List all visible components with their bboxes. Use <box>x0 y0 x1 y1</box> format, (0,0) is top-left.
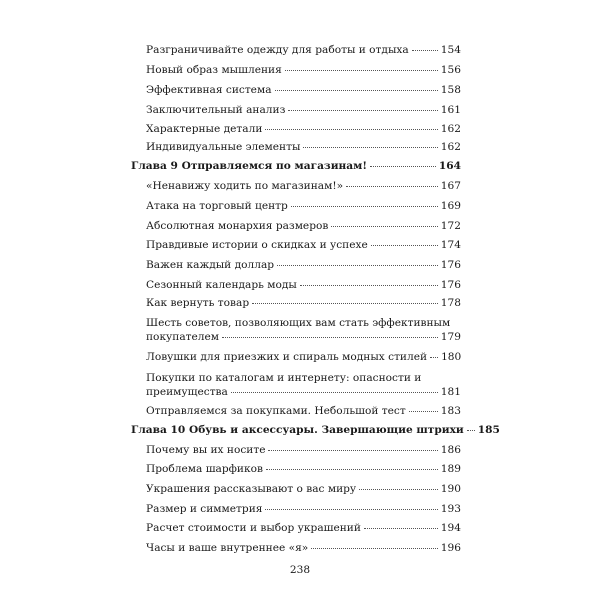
toc-entry-title: покупателем <box>146 331 220 343</box>
toc-entry <box>146 179 461 193</box>
toc-entry-page: 156 <box>440 64 461 76</box>
dot-leader <box>252 303 438 304</box>
toc-entry-title: Новый образ мышления <box>146 64 282 76</box>
toc-entry-title-line1: Покупки по каталогам и интернету: опасности и <box>146 372 422 384</box>
dot-leader <box>359 489 438 490</box>
toc-entry-title: Почему вы их носите <box>146 444 266 456</box>
dot-leader <box>285 70 438 71</box>
toc-entry <box>146 83 461 97</box>
dot-leader <box>364 528 438 529</box>
toc-chapter-page: 164 <box>438 160 461 172</box>
toc-entry-page: 190 <box>440 483 461 495</box>
toc-entry-page: 183 <box>440 405 461 417</box>
toc-entry-title: Абсолютная монархия размеров <box>146 220 329 232</box>
dot-leader <box>409 411 438 412</box>
toc-entry-title: Разграничивайте одежду для работы и отдыха <box>146 44 409 56</box>
toc-entry <box>146 63 461 77</box>
toc-entry <box>146 541 461 555</box>
dot-leader <box>303 147 437 148</box>
toc-entry-page: 193 <box>440 503 461 515</box>
toc-entry <box>146 278 461 292</box>
toc-entry <box>146 404 461 418</box>
toc-chapter <box>131 159 461 173</box>
dot-leader <box>430 357 438 358</box>
toc-entry <box>146 238 461 252</box>
toc-entry-page: 176 <box>440 259 461 271</box>
toc-entry-title: Отправляемся за покупками. Небольшой тест <box>146 405 406 417</box>
toc-entry-title: Характерные детали <box>146 123 263 135</box>
toc-entry-page: 186 <box>440 444 461 456</box>
dot-leader <box>265 129 437 130</box>
toc-entry-page: 178 <box>440 297 461 309</box>
toc-entry-title: Проблема шарфиков <box>146 463 263 475</box>
toc-entry-title: Расчет стоимости и выбор украшений <box>146 522 361 534</box>
toc-entry-page: 174 <box>440 239 461 251</box>
dot-leader <box>231 392 438 393</box>
toc-entry-title: Как вернуть товар <box>146 297 250 309</box>
toc-entry <box>146 258 461 272</box>
page-number: 238 <box>289 564 311 576</box>
toc-entry <box>146 350 461 364</box>
toc-entry <box>146 199 461 213</box>
dot-leader <box>222 337 438 338</box>
toc-entry-page: 154 <box>440 44 461 56</box>
toc-entry-title: Заключительный анализ <box>146 104 286 116</box>
toc-entry <box>146 219 461 233</box>
toc-entry-title: Размер и симметрия <box>146 503 263 515</box>
toc-entry-title: Украшения рассказывают о вас миру <box>146 483 357 495</box>
toc-entry-page: 181 <box>440 386 461 398</box>
toc-entry-title: преимущества <box>146 386 228 398</box>
dot-leader <box>277 265 438 266</box>
dot-leader <box>370 166 436 167</box>
toc-entry <box>146 462 461 476</box>
dot-leader <box>275 90 438 91</box>
dot-leader <box>291 206 438 207</box>
toc-entry-title: Эффективная система <box>146 84 272 96</box>
toc-entry-title: Атака на торговый центр <box>146 200 288 212</box>
toc-entry-title-line1: Шесть советов, позволяющих вам стать эффективным <box>146 317 451 329</box>
toc-entry-page: 161 <box>440 104 461 116</box>
toc-entry-page: 196 <box>440 542 461 554</box>
toc-entry <box>146 296 461 310</box>
toc-entry <box>146 443 461 457</box>
toc-entry-title: Ловушки для приезжих и спираль модных стилей <box>146 351 428 363</box>
toc-entry-title: Важен каждый доллар <box>146 259 275 271</box>
dot-leader <box>266 469 438 470</box>
toc-entry <box>146 140 461 154</box>
toc-entry-title: Индивидуальные элементы <box>146 141 301 153</box>
toc-entry-title: «Ненавижу ходить по магазинам!» <box>146 180 344 192</box>
toc-entry-page: 179 <box>440 331 461 343</box>
dot-leader <box>371 245 438 246</box>
toc-entry-page: 169 <box>440 200 461 212</box>
toc-entry-page: 167 <box>440 180 461 192</box>
toc-entry-title: Сезонный календарь моды <box>146 279 297 291</box>
toc-entry <box>146 103 461 117</box>
dot-leader <box>311 548 437 549</box>
toc-chapter-title: Глава 9 Отправляемся по магазинам! <box>131 160 368 172</box>
toc-entry-page: 194 <box>440 522 461 534</box>
dot-leader <box>268 450 437 451</box>
toc-entry-page: 162 <box>440 123 461 135</box>
toc-entry-title: Правдивые истории о скидках и успехе <box>146 239 368 251</box>
toc-chapter-title: Глава 10 Обувь и аксессуары. Завершающие штрихи <box>131 424 464 436</box>
toc-entry-page: 180 <box>441 351 462 363</box>
toc-entry <box>146 482 461 496</box>
toc-entry <box>146 521 461 535</box>
toc-entry <box>146 371 461 399</box>
toc-entry-page: 172 <box>440 220 461 232</box>
toc-entry-page: 158 <box>440 84 461 96</box>
toc-entry-title: Часы и ваше внутреннее «я» <box>146 542 309 554</box>
dot-leader <box>288 110 437 111</box>
dot-leader <box>346 186 438 187</box>
toc-entry <box>146 502 461 516</box>
toc-chapter <box>131 423 500 437</box>
toc-entry-page: 176 <box>440 279 461 291</box>
toc-entry-page: 189 <box>440 463 461 475</box>
dot-leader <box>265 509 437 510</box>
toc-chapter-page: 185 <box>477 424 500 436</box>
dot-leader <box>300 285 438 286</box>
toc-entry <box>146 122 461 136</box>
toc-entry <box>146 316 461 344</box>
dot-leader <box>331 226 437 227</box>
toc-entry-page: 162 <box>440 141 461 153</box>
toc-entry <box>146 43 461 57</box>
dot-leader <box>412 50 438 51</box>
dot-leader <box>467 430 475 431</box>
